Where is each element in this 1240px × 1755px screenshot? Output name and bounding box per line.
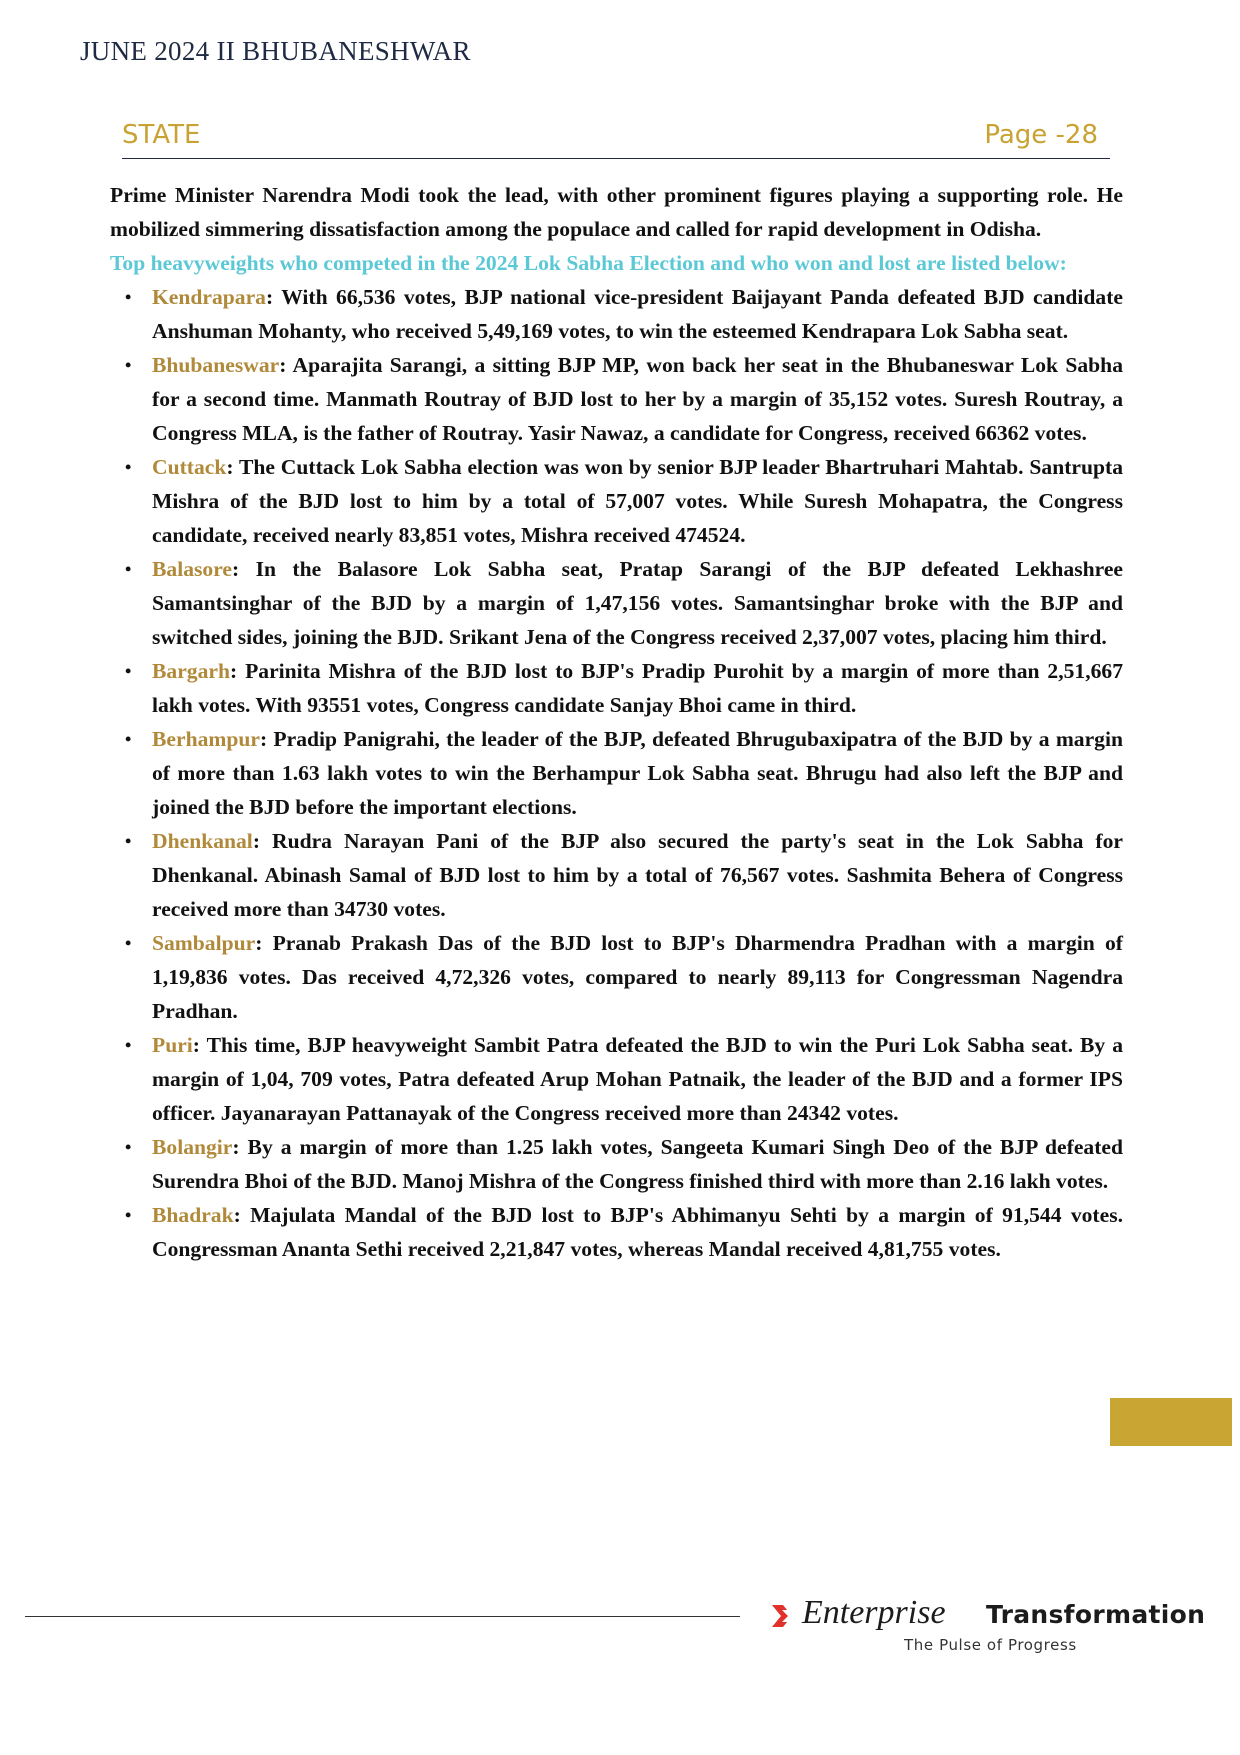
constituency-name: Cuttack	[152, 455, 227, 479]
list-item	[110, 926, 1123, 1028]
constituency-summary: : Rudra Narayan Pani of the BJP also secured the party's seat in the Lok Sabha for Dhenkanal. Abinash Samal of BJD lost to him by a total of 76,567 votes. Sashmita Behera of Congress received more than 34730 votes.	[152, 829, 1123, 921]
constituency-name: Kendrapara	[152, 285, 266, 309]
brand-word-enterprise: Enterprise	[802, 1594, 946, 1631]
section-header	[122, 118, 1110, 159]
lead-heading: Top heavyweights who competed in the 2024 Lok Sabha Election and who won and lost are listed below:	[110, 251, 1067, 275]
constituency-name: Bhubaneswar	[152, 353, 280, 377]
constituency-summary: : Parinita Mishra of the BJD lost to BJP's Pradip Purohit by a margin of more than 2,51,667 lakh votes. With 93551 votes, Congress candidate Sanjay Bhoi came in third.	[152, 659, 1123, 717]
intro-paragraph: Prime Minister Narendra Modi took the lead, with other prominent figures playing a supporting role. He mobilized simmering dissatisfaction among the populace and called for rapid development in Odisha.	[110, 183, 1123, 241]
constituency-name: Berhampur	[152, 727, 260, 751]
list-item	[110, 450, 1123, 552]
bullet-glyph: •	[125, 661, 132, 681]
bullet-glyph: •	[125, 287, 132, 307]
bullet-glyph: •	[125, 457, 132, 477]
bullet-glyph: •	[125, 831, 132, 851]
masthead: JUNE 2024 II BHUBANESHWAR	[80, 36, 471, 66]
bullet-glyph: •	[125, 933, 132, 953]
constituency-name: Balasore	[152, 557, 232, 581]
constituency-list	[110, 280, 1123, 1266]
constituency-summary: : The Cuttack Lok Sabha election was won by senior BJP leader Bhartruhari Mahtab. Santrupta Mishra of the BJD lost to him by a total of 57,007 votes. While Suresh Mohapatra, the Congress candidate, received nearly 83,851 votes, Mishra received 474524.	[152, 455, 1123, 547]
brand-tagline: The Pulse of Progress	[904, 1636, 1077, 1654]
footer-rule	[25, 1616, 740, 1617]
bullet-glyph: •	[125, 355, 132, 375]
constituency-name: Dhenkanal	[152, 829, 253, 853]
list-item	[110, 348, 1123, 450]
constituency-summary: : In the Balasore Lok Sabha seat, Pratap Sarangi of the BJP defeated Lekhashree Samantsinghar of the BJD by a margin of 1,47,156 votes. Samantsinghar broke with the BJP and switched sides, joining the BJD. Srikant Jena of the Congress received 2,37,007 votes, placing him third.	[152, 557, 1123, 649]
bullet-glyph: •	[125, 1137, 132, 1157]
list-item	[110, 824, 1123, 926]
constituency-name: Bhadrak	[152, 1203, 234, 1227]
constituency-name: Sambalpur	[152, 931, 256, 955]
list-item	[110, 722, 1123, 824]
bullet-glyph: •	[125, 1035, 132, 1055]
constituency-summary: : Pradip Panigrahi, the leader of the BJP, defeated Bhrugubaxipatra of the BJD by a margin of more than 1.63 lakh votes to win the Berhampur Lok Sabha seat. Bhrugu had also left the BJP and joined the BJD before the important elections.	[152, 727, 1123, 819]
list-item	[110, 1198, 1123, 1266]
page-number: Page -28	[984, 120, 1098, 150]
article-body	[110, 178, 1123, 1266]
constituency-summary: : Aparajita Sarangi, a sitting BJP MP, won back her seat in the Bhubaneswar Lok Sabha for a second time. Manmath Routray of BJD lost to her by a margin of 35,152 votes. Suresh Routray, a Congress MLA, is the father of Routray. Yasir Nawaz, a candidate for Congress, received 66362 votes.	[152, 353, 1123, 445]
constituency-summary: : By a margin of more than 1.25 lakh votes, Sangeeta Kumari Singh Deo of the BJP defeated Surendra Bhoi of the BJD. Manoj Mishra of the Congress finished third with more than 2.16 lakh votes.	[152, 1135, 1123, 1193]
brand-logo-block	[770, 1596, 1210, 1652]
bullet-glyph: •	[125, 1205, 132, 1225]
section-name: STATE	[122, 120, 201, 150]
list-item	[110, 280, 1123, 348]
list-item	[110, 1130, 1123, 1198]
list-item	[110, 552, 1123, 654]
gold-side-tab	[1110, 1398, 1232, 1446]
constituency-summary: : With 66,536 votes, BJP national vice-president Baijayant Panda defeated BJD candidate Anshuman Mohanty, who received 5,49,169 votes, to win the esteemed Kendrapara Lok Sabha seat.	[152, 285, 1123, 343]
constituency-name: Bargarh	[152, 659, 230, 683]
list-item	[110, 1028, 1123, 1130]
list-item	[110, 654, 1123, 722]
bullet-glyph: •	[125, 729, 132, 749]
bullet-glyph: •	[125, 559, 132, 579]
constituency-summary: : Pranab Prakash Das of the BJD lost to BJP's Dharmendra Pradhan with a margin of 1,19,836 votes. Das received 4,72,326 votes, compared to nearly 89,113 for Congressman Nagendra Pradhan.	[152, 931, 1123, 1023]
constituency-summary: : Majulata Mandal of the BJD lost to BJP's Abhimanyu Sehti by a margin of 91,544 votes. Congressman Ananta Sethi received 2,21,847 votes, whereas Mandal received 4,81,755 votes.	[152, 1203, 1123, 1261]
constituency-summary: : This time, BJP heavyweight Sambit Patra defeated the BJD to win the Puri Lok Sabha seat. By a margin of 1,04, 709 votes, Patra defeated Arup Mohan Patnaik, the leader of the BJD and a former IPS officer. Jayanarayan Pattanayak of the Congress received more than 24342 votes.	[152, 1033, 1123, 1125]
constituency-name: Puri	[152, 1033, 193, 1057]
brand-arrow-icon	[770, 1602, 798, 1630]
constituency-name: Bolangir	[152, 1135, 233, 1159]
brand-word-transformation: Transformation	[986, 1600, 1206, 1629]
